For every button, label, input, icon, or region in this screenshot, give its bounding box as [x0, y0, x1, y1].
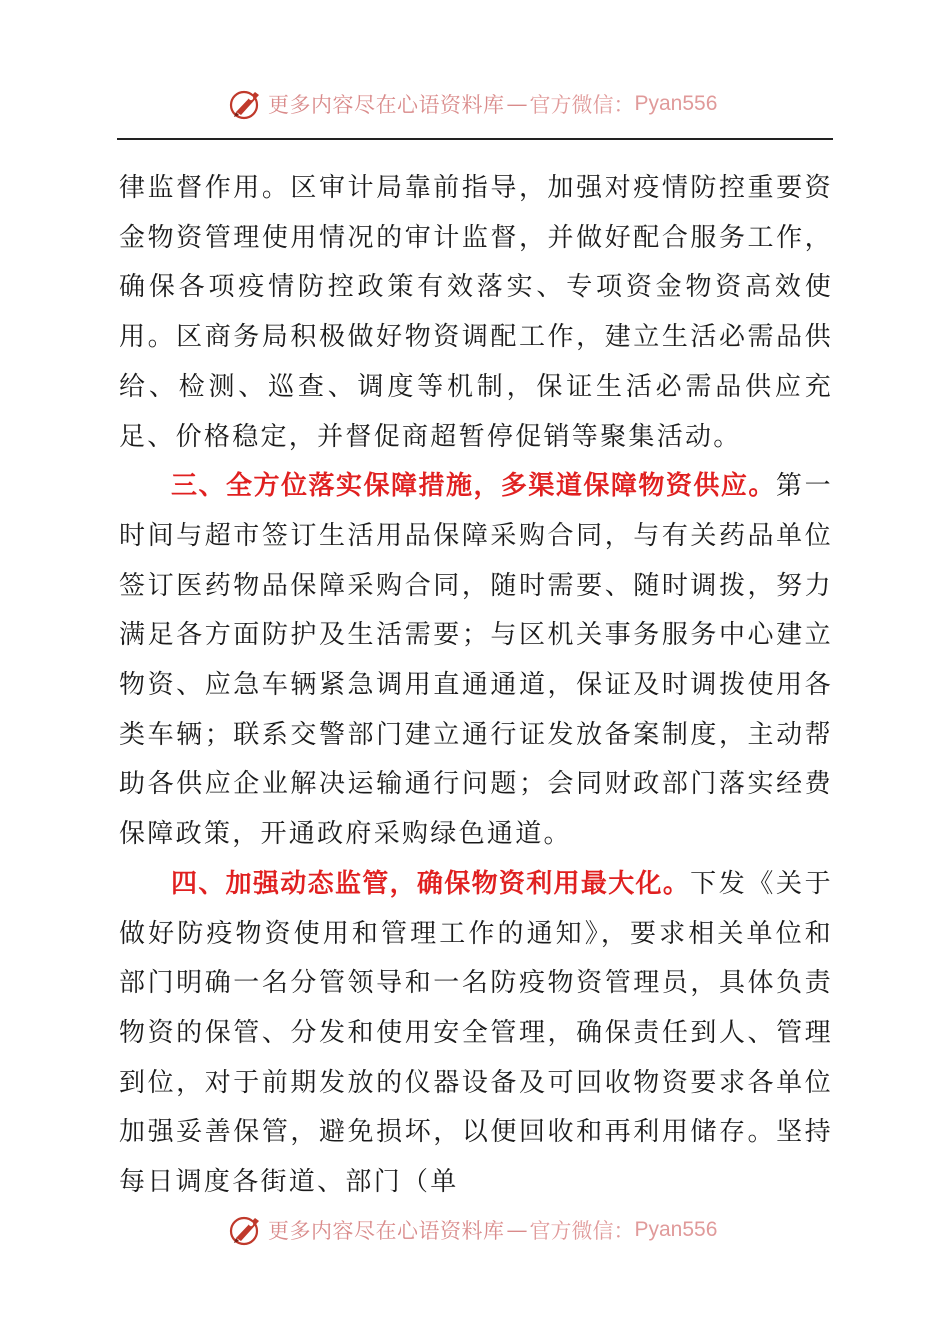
banner-separator: — [506, 92, 528, 116]
section-heading-3: 三、全方位落实保障措施，多渠道保障物资供应。 [171, 471, 776, 502]
banner-wechat-label: 官方微信： [529, 93, 635, 117]
paragraph-3 [119, 860, 833, 1208]
header-divider [117, 138, 833, 140]
footer-wechat-id: Pyan556 [634, 1218, 718, 1241]
paragraph-1: 律监督作用。区审计局靠前指导，加强对疫情防控重要资金物资管理使用情况的审计监督，并做好配合服务工作，确保各项疫情防控政策有效落实、专项资金物资高效使用。区商务局积极做好物资调配工作，建立生活必需品供给、检测、巡查、调度等机制，保证生活必需品供应充足、价格稳定，并督促商超暂停促销等聚集活动。 [119, 173, 833, 452]
footer-wechat-label: 官方微信： [529, 1219, 635, 1243]
section-heading-4: 四、加强动态监管，确保物资利用最大化。 [171, 868, 691, 899]
pen-logo-icon [228, 86, 264, 122]
banner-wechat-id: Pyan556 [634, 92, 718, 115]
header-banner [0, 84, 950, 124]
footer-site-text: 更多内容尽在心语资料库 [268, 1219, 505, 1243]
pen-logo-icon [228, 1212, 264, 1248]
paragraph-2 [119, 462, 833, 860]
document-body [119, 164, 833, 1208]
footer-separator: — [506, 1218, 528, 1242]
paragraph-2-text: 第一时间与超市签订生活用品保障采购合同，与有关药品单位签订医药物品保障采购合同，随时需要、随时调拨，努力满足各方面防护及生活需要；与区机关事务服务中心建立物资、应急车辆紧急调用直通通道，保证及时调拨使用各类车辆；联系交警部门建立通行证发放备案制度，主动帮助各供应企业解决运输通行问题；会同财政部门落实经费保障政策，开通政府采购绿色通道。 [119, 471, 833, 850]
banner-site-text: 更多内容尽在心语资料库 [268, 93, 505, 117]
footer-banner [0, 1210, 950, 1250]
paragraph-3-text: 下发《关于做好防疫物资使用和管理工作的通知》，要求相关单位和部门明确一名分管领导和一名防疫物资管理员，具体负责物资的保管、分发和使用安全管理，确保责任到人、管理到位，对于前期发放的仪器设备及可回收物资要求各单位加强妥善保管，避免损坏，以便回收和再利用储存。坚持每日调度各街道、部门（单 [119, 868, 833, 1198]
